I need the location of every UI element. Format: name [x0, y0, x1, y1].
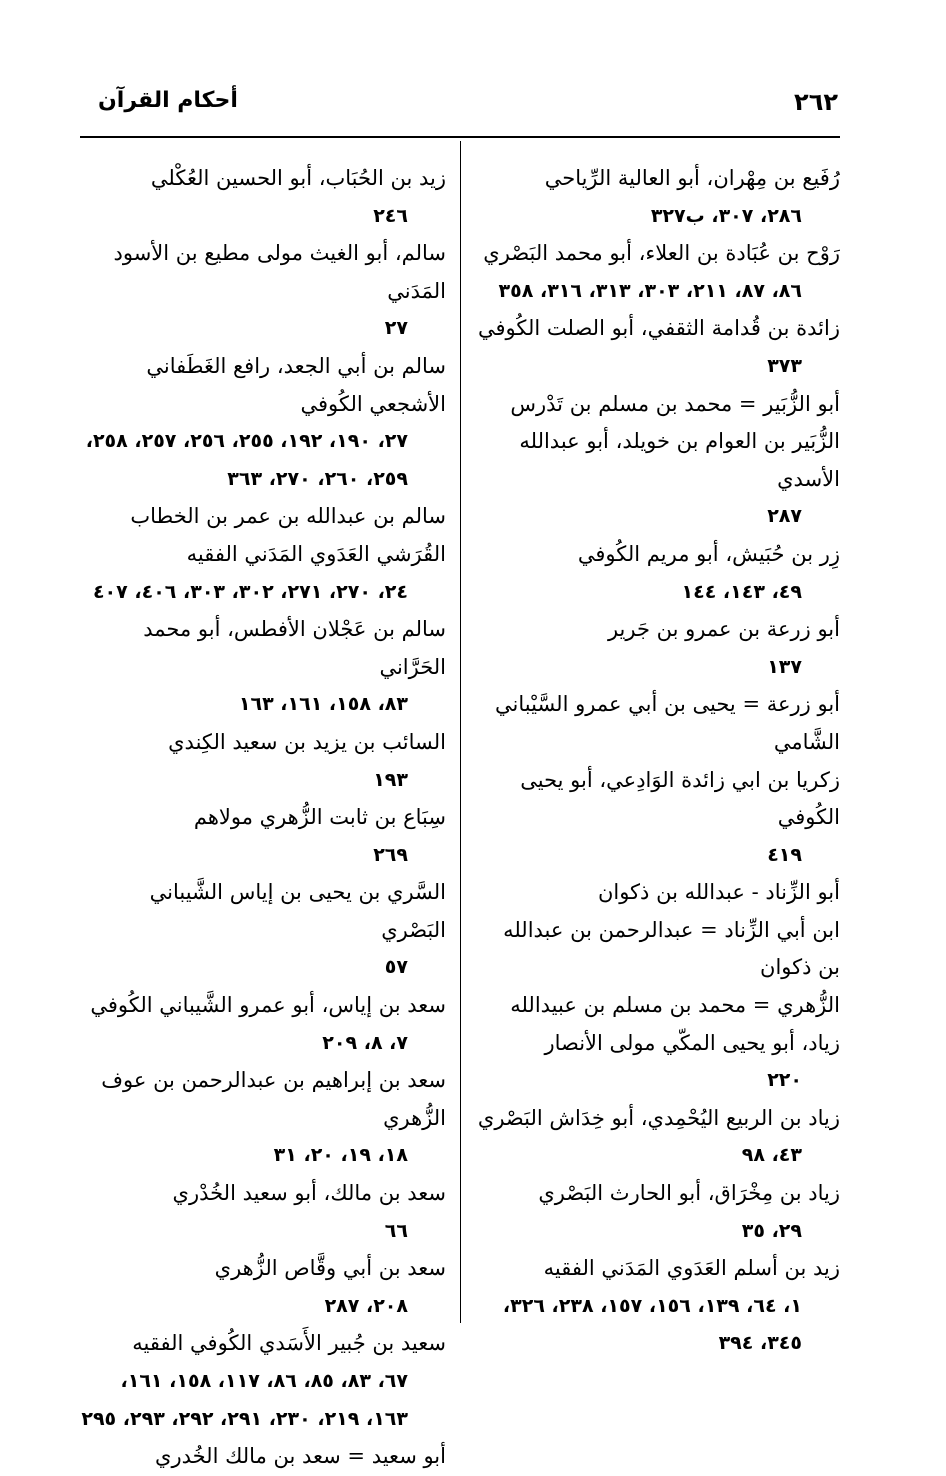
index-entry	[80, 160, 446, 235]
entry-pages: ٢٤، ٢٧٠، ٢٧١، ٣٠٢، ٣٠٣، ٤٠٦، ٤٠٧	[92, 580, 408, 603]
entry-pages: ٢٢٠	[767, 1069, 802, 1092]
entry-pages: ٤٩، ١٤٣، ١٤٤	[681, 580, 802, 603]
index-entry	[80, 348, 446, 498]
entry-name: الزُّهري = محمد بن مسلم بن عبيدالله	[510, 993, 840, 1018]
index-entry	[80, 987, 446, 1062]
entry-pages: ٢٤٦	[373, 204, 408, 227]
index-entry	[476, 310, 840, 385]
entry-name: سالم بن أبي الجعد، رافع الغَطَفاني الأشجعي الكُوفي	[146, 353, 446, 416]
index-entry	[80, 1250, 446, 1325]
entry-name: سعد بن مالك، أبو سعيد الخُدْري	[172, 1181, 446, 1206]
entry-pages: ٨٦، ٨٧، ٢١١، ٣٠٣، ٣١٣، ٣١٦، ٣٥٨	[498, 279, 802, 302]
entry-name: سعد بن إياس، أبو عمرو الشَّيباني الكُوفي	[90, 993, 446, 1018]
entry-pages: ٢٨٦، ٣٠٧، ب٣٢٧	[650, 204, 802, 227]
entry-name: زيد بن أسلم العَدَوي المَدَني الفقيه	[543, 1256, 840, 1281]
entry-name: أبو الزُّبَير = محمد بن مسلم بن تَدْرس	[510, 391, 840, 416]
entry-name: أبو زرعة = يحيى بن أبي عمرو السَّيْباني الشَّامي	[495, 692, 840, 754]
entry-name: سالم بن عَجْلان الأفطس، أبو محمد الحَرَّاني	[143, 617, 446, 679]
right-column	[476, 160, 840, 1363]
index-entry	[80, 1175, 446, 1250]
index-entry	[476, 762, 840, 875]
entry-name: الزُّبَير بن العوام بن خويلد، أبو عبدالله الأسدي	[519, 429, 840, 491]
header-rule	[80, 136, 840, 138]
index-entry	[476, 611, 840, 686]
index-entry	[476, 987, 840, 1025]
entry-name: سعد بن أبي وقَّاص الزُّهري	[214, 1256, 446, 1281]
index-entry	[476, 160, 840, 235]
index-entry	[80, 874, 446, 987]
entry-name: زياد، أبو يحيى المكّي مولى الأنصار	[544, 1030, 840, 1055]
index-entry	[476, 423, 840, 536]
index-entry	[476, 536, 840, 611]
index-entry	[80, 498, 446, 611]
left-column	[80, 160, 446, 1476]
entry-name: رُفَيع بن مِهْران، أبو العالية الرِّياحي	[544, 166, 840, 190]
entry-pages: ٢٩، ٣٥	[741, 1219, 802, 1242]
entry-name: زِر بن حُبَيش، أبو مريم الكُوفي	[577, 541, 840, 566]
index-entry	[476, 1250, 840, 1363]
entry-name: أبو الزِّناد - عبدالله بن ذكوان	[597, 880, 840, 905]
entry-name: رَوْح بن عُبَادة بن العلاء، أبو محمد البَصْري	[483, 241, 840, 266]
index-entry	[80, 799, 446, 874]
index-entry	[80, 1438, 446, 1476]
entry-name: أبو زرعة بن عمرو بن جَرير	[607, 617, 840, 642]
entry-pages: ٢٧	[384, 317, 408, 340]
index-entry	[80, 724, 446, 799]
entry-pages: ١٨، ١٩، ٢٠، ٣١	[273, 1144, 408, 1167]
page-header	[98, 84, 838, 124]
entry-pages: ٤١٩	[767, 843, 802, 866]
entry-pages: ٣٧٣	[767, 354, 802, 377]
entry-name: سالم، أبو الغيث مولى مطيع بن الأسود المَدَني	[113, 241, 446, 303]
index-entry	[476, 874, 840, 912]
entry-pages: ٦٦	[384, 1219, 408, 1242]
entry-pages: ١٩٣	[373, 768, 408, 791]
index-entry	[476, 235, 840, 310]
index-entry	[80, 1062, 446, 1175]
entry-pages: ٢٠٨، ٢٨٧	[324, 1294, 408, 1317]
entry-pages: ٦٧، ٨٣، ٨٥، ٨٦، ١١٧، ١٥٨، ١٦١، ١٦٣، ٢١٩، ٢٣٠، ٢٩١، ٢٩٢، ٢٩٣، ٢٩٥	[81, 1370, 408, 1430]
entry-name: السَّري بن يحيى بن إياس الشَّيباني البَصْري	[149, 880, 446, 942]
entry-name: زائدة بن قُدامة الثقفي، أبو الصلت الكُوفي	[478, 316, 840, 341]
entry-pages: ١، ٦٤، ١٣٩، ١٥٦، ١٥٧، ٢٣٨، ٣٢٦، ٣٤٥، ٣٩٤	[502, 1294, 802, 1355]
entry-pages: ٢٧، ١٩٠، ١٩٢، ٢٥٥، ٢٥٦، ٢٥٧، ٢٥٨، ٢٥٩، ٢٦٠، ٢٧٠، ٣٦٣	[85, 430, 408, 490]
index-entry	[476, 686, 840, 761]
index-entry	[80, 235, 446, 348]
index-entry	[476, 912, 840, 987]
index-entry	[476, 386, 840, 424]
entry-name: زياد بن مِخْرَاق، أبو الحارث البَصْري	[538, 1181, 840, 1206]
page-number: ٢٦٢	[794, 88, 838, 116]
entry-name: زكريا بن ابي زائدة الوَادِعي، أبو يحيى الكُوفي	[520, 767, 840, 830]
entry-name: ابن أبي الزِّناد = عبدالرحمن بن عبدالله بن ذكوان	[503, 917, 840, 980]
entry-pages: ٨٣، ١٥٨، ١٦١، ١٦٣	[238, 693, 408, 716]
index-entry	[476, 1100, 840, 1175]
index-entry	[476, 1175, 840, 1250]
entry-name: سِبَاع بن ثابت الزُّهري مولاهم	[193, 805, 446, 830]
entry-name: السائب بن يزيد بن سعيد الكِندي	[168, 729, 446, 754]
column-divider	[460, 141, 461, 1323]
entry-pages: ٢٦٩	[373, 843, 408, 866]
entry-pages: ٤٣، ٩٨	[741, 1144, 802, 1167]
index-entry	[80, 611, 446, 724]
index-entry	[476, 1025, 840, 1100]
entry-pages: ١٣٧	[767, 655, 802, 678]
entry-pages: ٢٨٧	[767, 505, 802, 528]
running-title: أحكام القرآن	[98, 88, 238, 113]
entry-name: سالم بن عبدالله بن عمر بن الخطاب القُرَشي العَدَوي المَدَني الفقيه	[130, 504, 446, 566]
entry-pages: ٥٧	[384, 956, 408, 979]
entry-name: زياد بن الربيع اليُحْمِدي، أبو خِدَاش البَصْري	[477, 1105, 840, 1130]
entry-name: سعيد بن جُبير الأَسَدي الكُوفي الفقيه	[132, 1331, 446, 1356]
entry-name: أبو سعيد = سعد بن مالك الخُدري	[155, 1444, 446, 1469]
entry-pages: ٧، ٨، ٢٠٩	[322, 1031, 408, 1054]
entry-name: سعد بن إبراهيم بن عبدالرحمن بن عوف الزُّهري	[101, 1068, 446, 1130]
entry-name: زيد بن الحُبَاب، أبو الحسين العُكْلي	[150, 166, 446, 190]
